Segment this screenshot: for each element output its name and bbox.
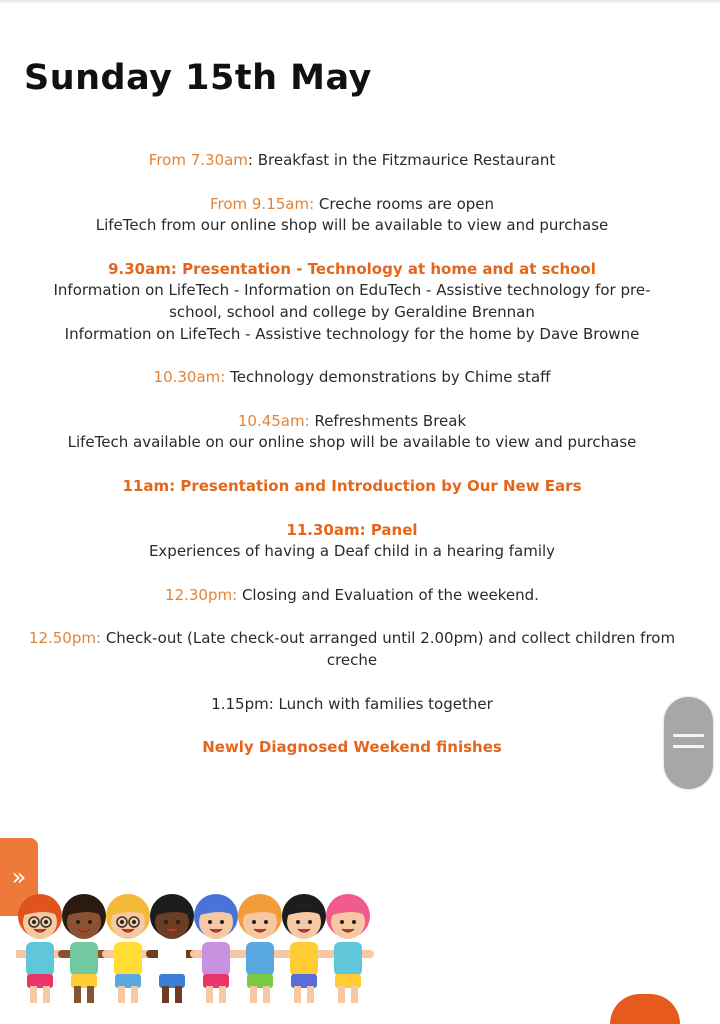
child-figure <box>102 894 154 1003</box>
child-shirt <box>26 942 54 976</box>
child-shirt <box>246 942 274 976</box>
child-figure <box>322 894 374 1003</box>
schedule-text: Check-out (Late check-out arranged until 2.00pm) and collect children from <box>101 629 676 648</box>
child-shirt <box>70 942 98 976</box>
schedule-line <box>20 585 684 607</box>
schedule-text: Information on LifeTech - Information on EduTech - Assistive technology for pre- <box>53 281 651 300</box>
schedule-line <box>20 541 684 563</box>
child-eye <box>32 920 36 924</box>
child-shorts <box>335 974 361 988</box>
child-leg <box>30 986 37 1003</box>
child-eye <box>76 920 80 924</box>
schedule-text: : Breakfast in the Fitzmaurice Restaurant <box>247 151 556 169</box>
child-shirt <box>158 942 186 976</box>
schedule-line <box>20 215 684 237</box>
child-figure <box>278 894 330 1003</box>
schedule-line <box>20 694 684 716</box>
child-eye <box>132 920 136 924</box>
child-shorts <box>203 974 229 988</box>
schedule-text: LifeTech available on our online shop will be available to view and purchase <box>67 433 637 452</box>
child-figure <box>58 894 110 1003</box>
child-figure <box>190 894 242 1003</box>
schedule-heading: 11.30am: Panel <box>286 520 418 539</box>
child-figure <box>146 894 198 1003</box>
schedule-item <box>20 367 684 389</box>
child-eye <box>220 920 224 924</box>
schedule-heading: Newly Diagnosed Weekend finishes <box>202 738 502 757</box>
schedule-item <box>20 628 684 671</box>
child-shirt <box>290 942 318 976</box>
schedule-text: Technology demonstrations by Chime staff <box>225 368 551 387</box>
schedule-time: 12.30pm: <box>165 585 238 604</box>
child-leg <box>351 986 358 1003</box>
schedule-time: From 9.15am: <box>209 194 315 213</box>
schedule-line <box>20 259 684 281</box>
schedule-text: Creche rooms are open <box>314 194 495 213</box>
schedule-item <box>20 476 684 498</box>
child-shirt <box>114 942 142 976</box>
schedule-time: 12.50pm: <box>28 629 102 648</box>
child-eye <box>88 920 92 924</box>
schedule-text: Closing and Evaluation of the weekend. <box>237 585 539 604</box>
scroll-handle[interactable] <box>664 697 713 789</box>
child-leg <box>338 986 345 1003</box>
schedule-item <box>20 694 684 716</box>
child-leg <box>118 986 125 1003</box>
child-eye <box>296 920 300 924</box>
schedule-line <box>20 194 684 216</box>
schedule-line <box>20 324 684 346</box>
child-eye <box>208 920 212 924</box>
child-leg <box>175 986 182 1003</box>
child-shorts <box>247 974 273 988</box>
schedule-text: Experiences of having a Deaf child in a hearing family <box>148 542 556 561</box>
child-shorts <box>27 974 53 988</box>
schedule-line <box>20 650 684 672</box>
child-eye <box>340 920 344 924</box>
child-eye <box>164 920 168 924</box>
schedule-text: Refreshments Break <box>309 411 467 430</box>
child-eye <box>264 920 268 924</box>
schedule-line <box>20 280 684 302</box>
schedule-item <box>20 194 684 237</box>
handle-grip-line <box>673 745 704 748</box>
child-shirt <box>334 942 362 976</box>
child-leg <box>219 986 226 1003</box>
schedule-time: 10.30am: <box>153 368 226 387</box>
schedule-line <box>20 520 684 542</box>
children-illustration <box>16 880 376 1003</box>
child-figure <box>16 894 66 1003</box>
child-eye <box>44 920 48 924</box>
schedule-item <box>20 520 684 563</box>
schedule-heading: 11am: Presentation and Introduction by Our New Ears <box>122 476 582 495</box>
child-leg <box>87 986 94 1003</box>
schedule-line <box>20 367 684 389</box>
schedule-line <box>20 737 684 759</box>
schedule-text: 1.15pm: Lunch with families together <box>211 694 493 713</box>
schedule-heading: 9.30am: Presentation - Technology at home and at school <box>108 259 596 278</box>
child-leg <box>43 986 50 1003</box>
child-shorts <box>115 974 141 988</box>
schedule-time: From 7.30am <box>148 151 248 169</box>
child-leg <box>263 986 270 1003</box>
child-shorts <box>159 974 185 988</box>
schedule-item <box>20 259 684 345</box>
child-leg <box>206 986 213 1003</box>
top-shadow <box>0 0 720 4</box>
schedule-line <box>20 476 684 498</box>
child-shirt <box>202 942 230 976</box>
schedule-item <box>20 150 684 172</box>
child-eye <box>308 920 312 924</box>
child-leg <box>307 986 314 1003</box>
floating-action-button[interactable] <box>610 994 680 1024</box>
schedule-line <box>20 302 684 324</box>
schedule-line <box>20 411 684 433</box>
schedule-text: LifeTech from our online shop will be available to view and purchase <box>95 216 609 235</box>
page-title: Sunday 15th May <box>24 58 372 98</box>
schedule-item <box>20 411 684 454</box>
schedule-item <box>20 737 684 759</box>
handle-grip-line <box>673 734 704 737</box>
schedule-line <box>20 150 684 172</box>
child-leg <box>74 986 81 1003</box>
child-shorts <box>291 974 317 988</box>
schedule-text: school, school and college by Geraldine Brennan <box>169 302 535 321</box>
child-leg <box>131 986 138 1003</box>
double-chevron-right-icon: » <box>11 863 27 891</box>
event-schedule <box>20 150 684 781</box>
child-shorts <box>71 974 97 988</box>
child-leg <box>294 986 301 1003</box>
schedule-time: 10.45am: <box>237 411 310 430</box>
child-eye <box>120 920 124 924</box>
schedule-text: creche <box>326 650 378 669</box>
schedule-line <box>20 432 684 454</box>
schedule-item <box>20 585 684 607</box>
schedule-line <box>20 628 684 650</box>
child-figure <box>234 894 286 1003</box>
child-leg <box>250 986 257 1003</box>
child-eye <box>176 920 180 924</box>
child-leg <box>162 986 169 1003</box>
child-eye <box>352 920 356 924</box>
schedule-text: Information on LifeTech - Assistive technology for the home by Dave Browne <box>64 324 640 343</box>
child-eye <box>252 920 256 924</box>
